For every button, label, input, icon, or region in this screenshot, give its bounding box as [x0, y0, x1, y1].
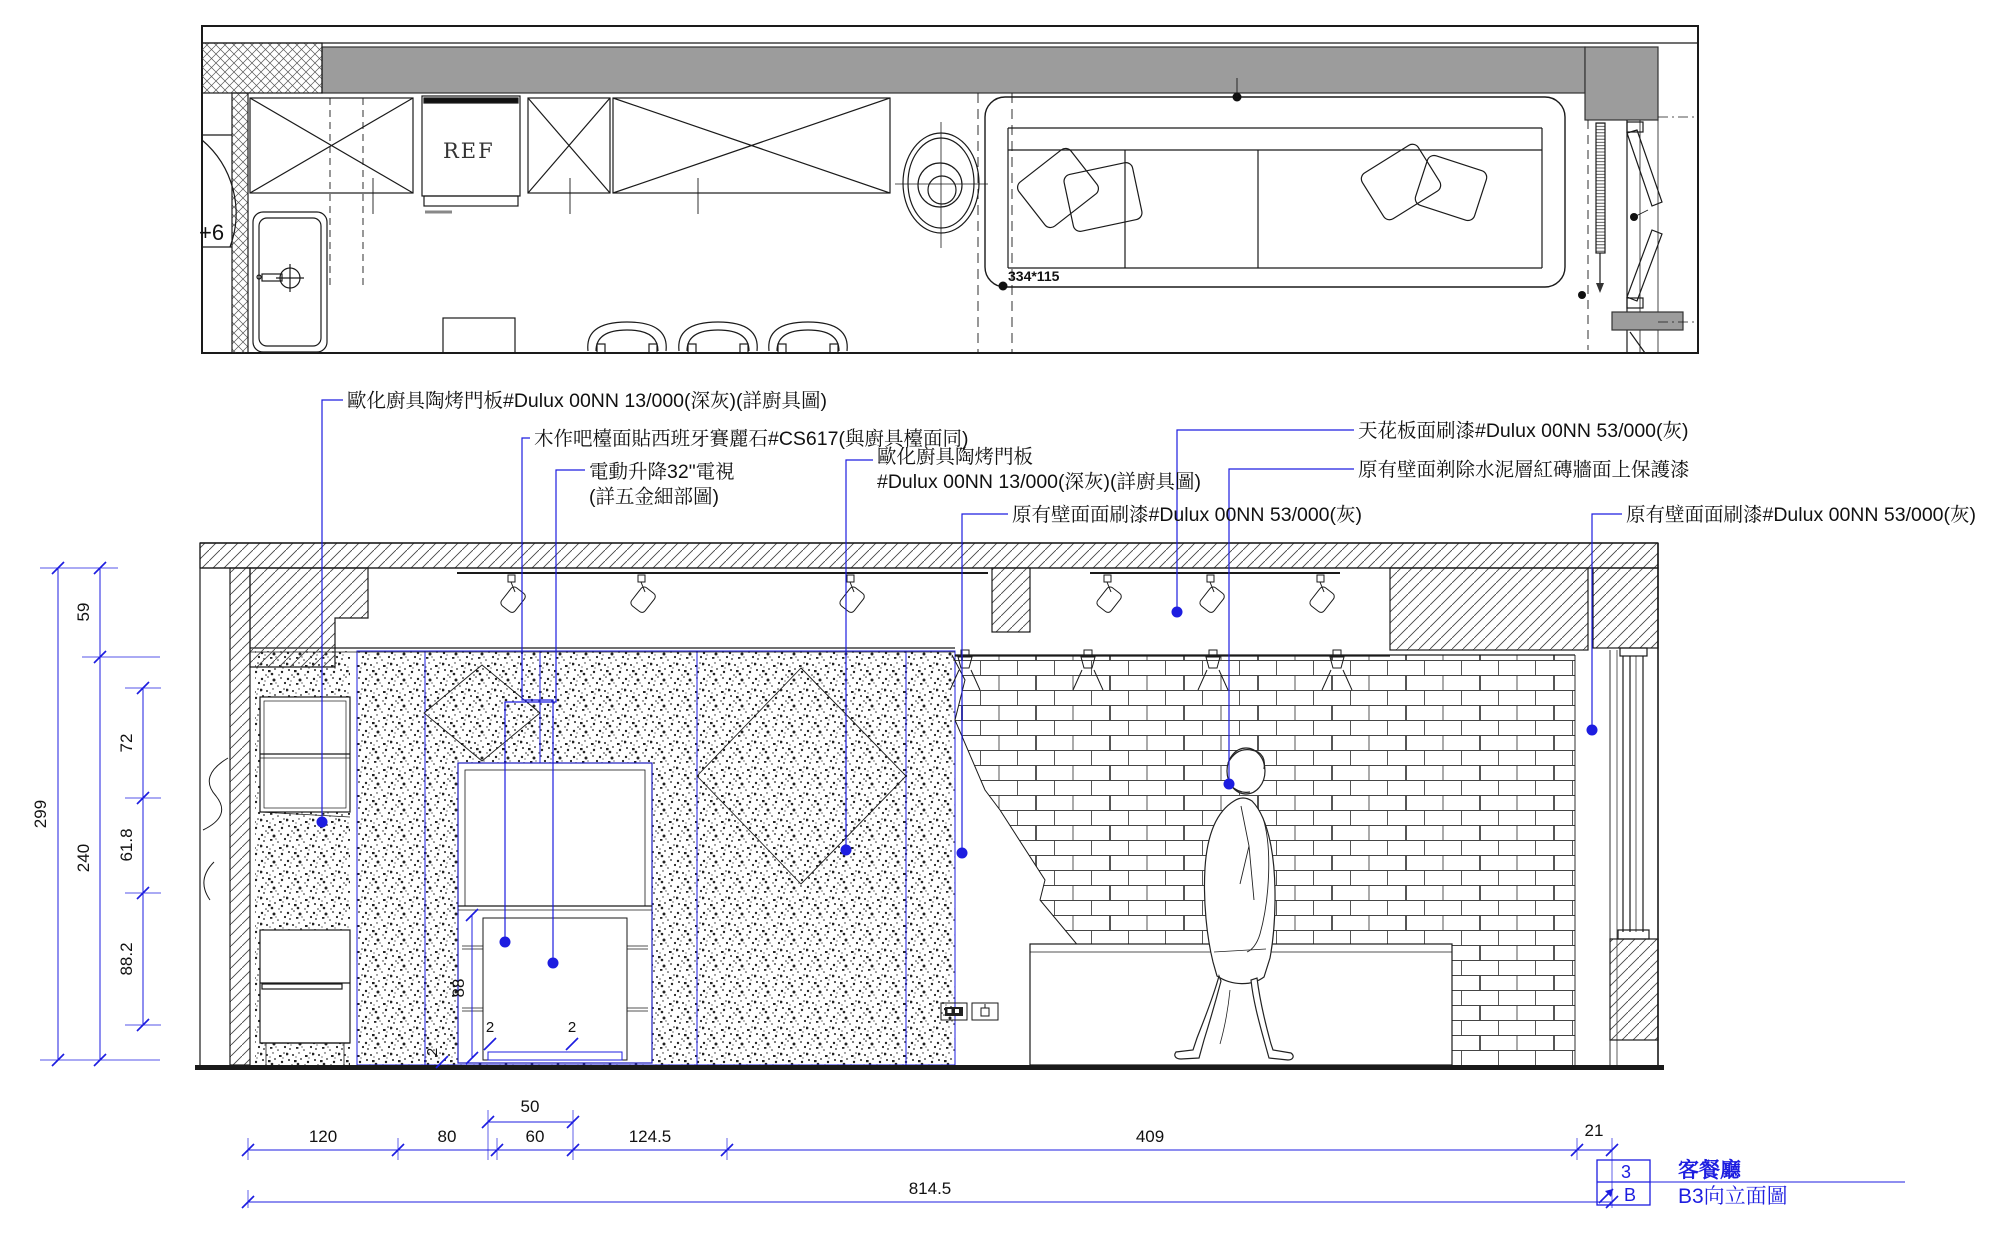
title-sheet-no: 3 [1620, 1162, 1632, 1182]
dim-88: 88 [449, 978, 468, 998]
title-view-name: B3向立面圖 [1678, 1185, 1788, 1208]
callout-kitchen-door-2a: 歐化廚具陶烤門板 [877, 446, 1034, 468]
spotlight [499, 575, 527, 614]
dim-61-8: 61.8 [117, 828, 136, 862]
plan-pillow [1413, 154, 1488, 223]
title-block [1597, 1158, 1905, 1208]
callout-kitchen-door-2b: #Dulux 00NN 13/000(深灰)(詳廚具圖) [877, 471, 1202, 493]
callout-kitchen-door-1: 歐化廚具陶烤門板#Dulux 00NN 13/000(深灰)(詳廚具圖) [347, 390, 828, 412]
callout-brick-protect: 原有壁面剃除水泥層紅磚牆面上保護漆 [1358, 459, 1690, 481]
plan-pillow [1063, 161, 1144, 232]
dim-120: 120 [308, 1127, 338, 1146]
spotlight [1095, 575, 1123, 614]
plan-cooktop [895, 122, 988, 248]
callout-bar-counter: 木作吧檯面貼西班牙賽麗石#CS617(與廚具檯面同) [534, 428, 969, 450]
title-room-name: 客餐廳 [1678, 1159, 1741, 1182]
plan-hatch-strip [232, 93, 248, 353]
plan-pillow [1359, 142, 1444, 223]
dim-124-5: 124.5 [628, 1127, 672, 1146]
callout-ceiling-paint: 天花板面刷漆#Dulux 00NN 53/000(灰) [1358, 420, 1689, 442]
dim-409: 409 [1135, 1127, 1165, 1146]
break-line [203, 758, 228, 830]
spotlight [1198, 575, 1226, 614]
dim-814-5: 814.5 [908, 1179, 952, 1198]
elevation-view [195, 543, 1664, 1070]
break-line [204, 862, 214, 900]
title-view-code: B [1623, 1185, 1637, 1205]
dim-21: 21 [1584, 1121, 1604, 1140]
plan-sofa [985, 97, 1565, 287]
spotlight [1308, 575, 1336, 614]
floor-plan [202, 26, 1698, 353]
dim-88-2: 88.2 [117, 942, 136, 976]
tv-niche [458, 763, 652, 1063]
plan-bar-stools [443, 318, 847, 353]
dim-240: 240 [74, 843, 93, 873]
dim-299: 299 [31, 799, 50, 829]
window-column [1610, 648, 1658, 1065]
spotlight [629, 575, 657, 614]
dim-2-bottom: 2 [424, 1047, 441, 1057]
dim-2-right: 2 [567, 1019, 577, 1036]
dim-60: 60 [525, 1127, 545, 1146]
callout-tv-line2: (詳五金細部圖) [589, 486, 719, 508]
plan-pillow [1015, 146, 1101, 231]
plan-hatch-block [202, 43, 322, 93]
dim-80: 80 [437, 1127, 457, 1146]
callout-labels [347, 390, 1976, 526]
plan-folding-window [1588, 117, 1698, 353]
callout-tv-line1: 電動升降32"電視 [589, 461, 735, 483]
plan-level-label: +6 [199, 220, 225, 245]
plan-sofa-size: 334*115 [1008, 268, 1060, 284]
spotlight [838, 575, 866, 614]
plan-wall-corner-block [1585, 47, 1658, 120]
callout-wall-paint-1: 原有壁面面刷漆#Dulux 00NN 53/000(灰) [1012, 504, 1363, 526]
dim-2-left: 2 [485, 1019, 495, 1036]
plan-sink [253, 212, 327, 352]
callout-wall-paint-2: 原有壁面面刷漆#Dulux 00NN 53/000(灰) [1626, 504, 1977, 526]
dim-72: 72 [117, 733, 136, 753]
track-lights [457, 573, 1340, 614]
dim-50: 50 [520, 1097, 540, 1116]
plan-upper-cabinets [250, 98, 890, 290]
dim-59: 59 [74, 602, 93, 622]
plan-ref-label: REF [443, 139, 495, 163]
